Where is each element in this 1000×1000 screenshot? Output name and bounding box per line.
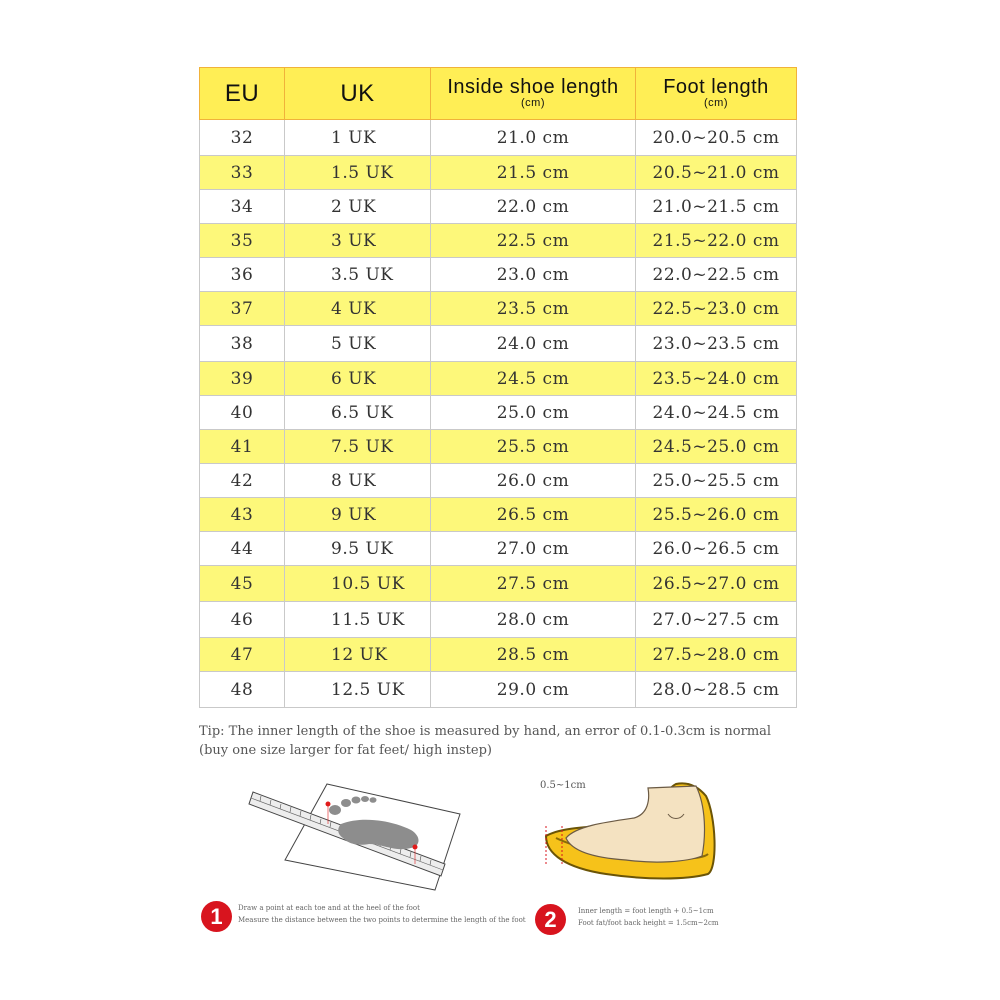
inside-length-cell: 22.0 cm xyxy=(431,190,636,224)
inside-length-cell: 29.0 cm xyxy=(431,672,636,708)
foot-length-cell: 20.5~21.0 cm xyxy=(636,156,797,190)
foot-length-cell: 28.0~28.5 cm xyxy=(636,672,797,708)
header-inside-unit: (cm) xyxy=(521,97,545,109)
step-1-line-1: Draw a point at each toe and at the heel of the foot xyxy=(238,904,420,912)
uk-cell: 5 UK xyxy=(285,326,431,362)
table-row xyxy=(200,672,797,708)
header-foot-unit: (cm) xyxy=(704,97,728,109)
inside-length-cell: 26.0 cm xyxy=(431,464,636,498)
foot xyxy=(566,786,704,862)
uk-cell: 3.5 UK xyxy=(285,258,431,292)
eu-cell: 32 xyxy=(200,120,285,156)
step-1-text xyxy=(238,902,526,926)
foot-length-cell: 26.5~27.0 cm xyxy=(636,566,797,602)
inside-length-cell: 24.0 cm xyxy=(431,326,636,362)
table-row xyxy=(200,396,797,430)
uk-cell: 12.5 UK xyxy=(285,672,431,708)
uk-cell: 8 UK xyxy=(285,464,431,498)
eu-cell: 45 xyxy=(200,566,285,602)
foot-length-cell: 25.0~25.5 cm xyxy=(636,464,797,498)
table-row xyxy=(200,602,797,638)
uk-cell: 9.5 UK xyxy=(285,532,431,566)
uk-cell: 6 UK xyxy=(285,362,431,396)
inside-length-cell: 23.5 cm xyxy=(431,292,636,326)
uk-cell: 1.5 UK xyxy=(285,156,431,190)
uk-cell: 4 UK xyxy=(285,292,431,326)
table-header-row xyxy=(200,68,797,120)
uk-cell: 2 UK xyxy=(285,190,431,224)
table-row xyxy=(200,532,797,566)
table-row xyxy=(200,258,797,292)
eu-cell: 33 xyxy=(200,156,285,190)
inside-length-cell: 28.0 cm xyxy=(431,602,636,638)
table-row xyxy=(200,224,797,258)
step-2-line-2: Foot fat/foot back height = 1.5cm~2cm xyxy=(578,919,719,927)
eu-cell: 44 xyxy=(200,532,285,566)
step-2-badge: 2 xyxy=(535,904,566,935)
uk-cell: 11.5 UK xyxy=(285,602,431,638)
shoe-fit-illustration xyxy=(536,776,726,896)
inside-length-cell: 21.0 cm xyxy=(431,120,636,156)
eu-cell: 42 xyxy=(200,464,285,498)
inside-length-cell: 28.5 cm xyxy=(431,638,636,672)
eu-cell: 37 xyxy=(200,292,285,326)
table-row xyxy=(200,430,797,464)
uk-cell: 1 UK xyxy=(285,120,431,156)
eu-cell: 39 xyxy=(200,362,285,396)
uk-cell: 9 UK xyxy=(285,498,431,532)
foot-length-cell: 23.0~23.5 cm xyxy=(636,326,797,362)
header-eu: EU xyxy=(200,68,285,120)
uk-cell: 12 UK xyxy=(285,638,431,672)
foot-length-cell: 27.5~28.0 cm xyxy=(636,638,797,672)
foot-length-cell: 25.5~26.0 cm xyxy=(636,498,797,532)
step-2-text xyxy=(578,905,719,929)
eu-cell: 34 xyxy=(200,190,285,224)
step-2-line-1: Inner length = foot length + 0.5~1cm xyxy=(578,907,714,915)
foot-length-cell: 23.5~24.0 cm xyxy=(636,362,797,396)
size-chart-table xyxy=(199,67,797,708)
foot-length-cell: 24.5~25.0 cm xyxy=(636,430,797,464)
inside-length-cell: 23.0 cm xyxy=(431,258,636,292)
inside-length-cell: 24.5 cm xyxy=(431,362,636,396)
foot-length-cell: 21.5~22.0 cm xyxy=(636,224,797,258)
step-1-line-2: Measure the distance between the two points to determine the length of the foot xyxy=(238,916,526,924)
table-row xyxy=(200,498,797,532)
eu-cell: 48 xyxy=(200,672,285,708)
inside-length-cell: 25.5 cm xyxy=(431,430,636,464)
foot-length-cell: 26.0~26.5 cm xyxy=(636,532,797,566)
tip-line-2: (buy one size larger for fat feet/ high instep) xyxy=(199,743,492,758)
header-foot-label: Foot length xyxy=(663,76,769,98)
eu-cell: 40 xyxy=(200,396,285,430)
header-inside-shoe-length xyxy=(431,68,636,120)
eu-cell: 35 xyxy=(200,224,285,258)
table-row xyxy=(200,326,797,362)
table-row xyxy=(200,566,797,602)
inside-length-cell: 22.5 cm xyxy=(431,224,636,258)
uk-cell: 6.5 UK xyxy=(285,396,431,430)
eu-cell: 36 xyxy=(200,258,285,292)
eu-cell: 43 xyxy=(200,498,285,532)
uk-cell: 7.5 UK xyxy=(285,430,431,464)
eu-cell: 41 xyxy=(200,430,285,464)
tip-line-1: Tip: The inner length of the shoe is measured by hand, an error of 0.1-0.3cm is normal xyxy=(199,724,772,739)
inside-length-cell: 21.5 cm xyxy=(431,156,636,190)
table-row xyxy=(200,156,797,190)
step-1-badge: 1 xyxy=(201,901,232,932)
foot-length-cell: 20.0~20.5 cm xyxy=(636,120,797,156)
uk-cell: 10.5 UK xyxy=(285,566,431,602)
foot-length-cell: 22.0~22.5 cm xyxy=(636,258,797,292)
table-row xyxy=(200,120,797,156)
eu-cell: 46 xyxy=(200,602,285,638)
foot-length-cell: 27.0~27.5 cm xyxy=(636,602,797,638)
table-row xyxy=(200,292,797,326)
inside-length-cell: 27.0 cm xyxy=(431,532,636,566)
table-row xyxy=(200,464,797,498)
gap-label: 0.5~1cm xyxy=(540,780,586,791)
eu-cell: 38 xyxy=(200,326,285,362)
table-row xyxy=(200,638,797,672)
inside-length-cell: 25.0 cm xyxy=(431,396,636,430)
eu-cell: 47 xyxy=(200,638,285,672)
header-inside-label: Inside shoe length xyxy=(447,76,619,98)
header-foot-length xyxy=(636,68,797,120)
foot-length-cell: 24.0~24.5 cm xyxy=(636,396,797,430)
size-table-body xyxy=(200,120,797,708)
table-row xyxy=(200,190,797,224)
measurement-tip xyxy=(199,722,799,760)
foot-length-cell: 22.5~23.0 cm xyxy=(636,292,797,326)
header-uk: UK xyxy=(285,68,431,120)
table-row xyxy=(200,362,797,396)
inside-length-cell: 27.5 cm xyxy=(431,566,636,602)
inside-length-cell: 26.5 cm xyxy=(431,498,636,532)
foot-length-cell: 21.0~21.5 cm xyxy=(636,190,797,224)
uk-cell: 3 UK xyxy=(285,224,431,258)
foot-measuring-illustration xyxy=(245,772,470,897)
